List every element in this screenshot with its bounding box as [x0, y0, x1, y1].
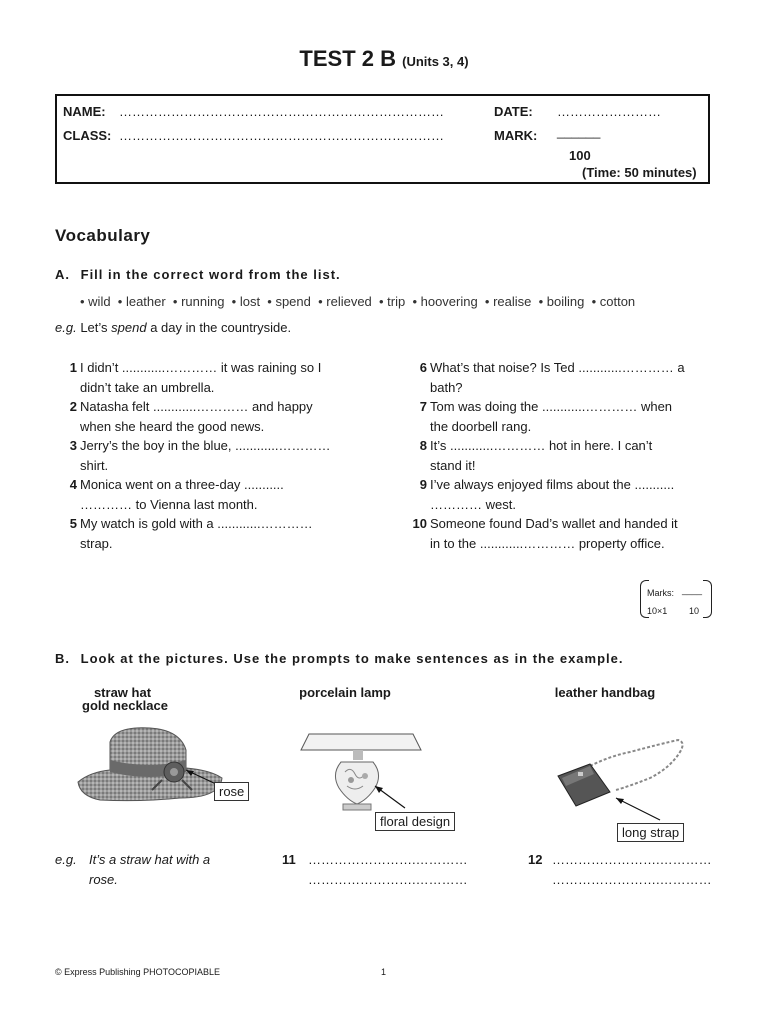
section-b-text: Look at the pictures. Use the prompts to make sentences as in the example.	[80, 651, 624, 666]
student-info-box	[55, 94, 710, 184]
question-number: 6	[419, 360, 427, 375]
section-a-text: Fill in the correct word from the list.	[80, 267, 341, 282]
question-item	[405, 436, 715, 475]
title-subtitle: (Units 3, 4)	[402, 54, 469, 69]
answer-number: 11	[282, 852, 296, 867]
name-label: NAME:	[63, 104, 106, 119]
question-line[interactable]: I’ve always enjoyed films about the ...........	[430, 477, 675, 492]
question-number: 7	[419, 399, 427, 414]
question-item	[55, 397, 355, 436]
section-a-example	[55, 320, 291, 335]
section-a-instruction	[55, 267, 341, 282]
question-item	[405, 397, 715, 436]
question-number: 8	[419, 438, 427, 453]
question-number: 9	[419, 477, 427, 492]
section-a-label: A.	[55, 267, 70, 282]
footer-copyright: © Express Publishing PHOTOCOPIABLE	[55, 967, 221, 977]
question-line[interactable]: bath?	[430, 379, 463, 395]
example-before: Let’s	[80, 320, 112, 335]
marks-box	[640, 580, 712, 618]
question-item	[405, 475, 715, 514]
mark-label: MARK:	[494, 128, 538, 143]
question-item	[55, 514, 355, 553]
question-line[interactable]: My watch is gold with a ............…………	[80, 516, 313, 531]
word-list: • wild • leather • running • lost • spend • relieved • trip • hoovering • realise • boiling • cotton	[80, 294, 636, 309]
section-b-label: B.	[55, 651, 70, 666]
question-number: 5	[69, 516, 77, 531]
callout-long-strap: long strap	[617, 823, 684, 842]
question-number: 4	[69, 477, 77, 492]
section-b-example	[55, 850, 77, 870]
leather-handbag-picture	[550, 728, 710, 828]
example-after: a day in the countryside.	[146, 320, 292, 335]
prompt-porcelain-lamp: porcelain lamp	[299, 685, 391, 700]
time-limit: (Time: 50 minutes)	[582, 165, 697, 180]
marks-bracket-right	[703, 580, 712, 618]
mark-total: 100	[569, 148, 591, 163]
question-line[interactable]: I didn’t ............………… it was raining so I	[80, 360, 322, 375]
question-item	[55, 358, 355, 397]
question-item	[55, 475, 355, 514]
b-example-prefix: e.g.	[55, 852, 77, 867]
answer-line[interactable]: …………………….…………	[552, 852, 712, 867]
class-label: CLASS:	[63, 128, 112, 143]
hidden-prompt-clip	[60, 698, 190, 713]
question-line[interactable]: Natasha felt ............………… and happy	[80, 399, 313, 414]
question-line[interactable]: What’s that noise? Is Ted ............………… a	[430, 360, 685, 375]
question-line[interactable]: didn’t take an umbrella.	[80, 379, 215, 395]
prompt-straw-hat: straw hat	[93, 685, 152, 700]
mark-field[interactable]: ______	[557, 124, 601, 139]
question-line[interactable]: when she heard the good news.	[80, 418, 265, 434]
class-field[interactable]: …………………………………………………………………	[119, 128, 444, 143]
question-line[interactable]: in to the ............………… property office.	[430, 535, 665, 551]
questions-left-column	[55, 358, 355, 553]
footer-page-number: 1	[381, 967, 387, 977]
questions-right-column	[405, 358, 715, 553]
marks-line[interactable]: ____	[682, 585, 703, 595]
question-item	[405, 358, 715, 397]
b-example-line1: It’s a straw hat with a	[89, 852, 211, 867]
question-line[interactable]: ………… west.	[430, 496, 516, 512]
section-b-example-text	[89, 850, 210, 889]
question-line[interactable]: Jerry’s the boy in the blue, ............…………	[80, 438, 331, 453]
marks-calc: 10×1	[647, 606, 668, 616]
question-number: 2	[69, 399, 77, 414]
question-line[interactable]: It’s ............………… hot in here. I can’t	[430, 438, 653, 453]
date-field[interactable]: ……………………	[557, 104, 661, 119]
question-line[interactable]: strap.	[80, 535, 113, 551]
answer-12-lines[interactable]	[552, 850, 712, 889]
name-field[interactable]: …………………………………………………………………	[119, 104, 444, 119]
answer-line[interactable]: …………………….…………	[308, 852, 468, 867]
page-title	[0, 46, 768, 72]
question-item	[405, 514, 715, 553]
question-line[interactable]: shirt.	[80, 457, 109, 473]
answer-12	[528, 850, 542, 870]
b-example-line2: rose.	[89, 871, 118, 887]
answer-number: 12	[528, 852, 543, 867]
date-label: DATE:	[494, 104, 533, 119]
question-line[interactable]: stand it!	[430, 457, 476, 473]
prompt-gold-necklace: gold necklace	[82, 698, 168, 713]
question-number: 10	[412, 516, 427, 531]
section-b-instruction	[55, 651, 624, 666]
question-line[interactable]: the doorbell rang.	[430, 418, 532, 434]
question-line[interactable]: Someone found Dad’s wallet and handed it	[430, 516, 678, 531]
question-line[interactable]: Tom was doing the ............………… when	[430, 399, 673, 414]
question-number: 3	[69, 438, 77, 453]
question-line[interactable]: ………… to Vienna last month.	[80, 496, 258, 512]
prompt-leather-handbag: leather handbag	[554, 685, 656, 700]
vocabulary-heading: Vocabulary	[55, 226, 151, 245]
callout-floral-design: floral design	[375, 812, 455, 831]
question-number: 1	[69, 360, 77, 375]
marks-total: 10	[689, 606, 700, 616]
question-line[interactable]: Monica went on a three-day ...........	[80, 477, 284, 492]
answer-line[interactable]: …………………….…………	[552, 871, 712, 887]
answer-11	[282, 850, 296, 870]
answer-line[interactable]: …………………….…………	[308, 871, 468, 887]
example-word: spend	[111, 320, 147, 335]
answer-11-lines[interactable]	[308, 850, 468, 889]
example-prefix: e.g.	[55, 320, 77, 335]
callout-rose: rose	[214, 782, 249, 801]
question-item	[55, 436, 355, 475]
marks-label: Marks:	[647, 588, 674, 598]
title-text: TEST 2 B	[299, 46, 396, 71]
